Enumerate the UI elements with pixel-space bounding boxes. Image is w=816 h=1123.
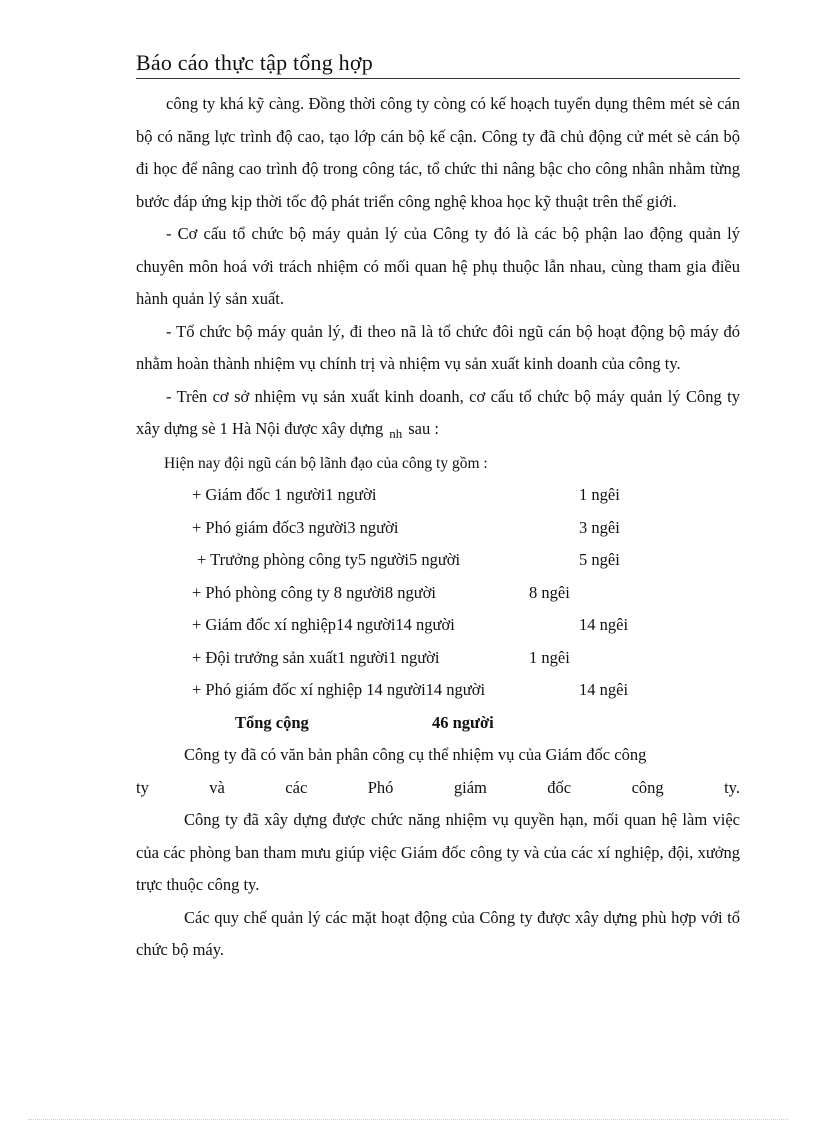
staff-list-heading-row	[136, 447, 740, 480]
page-bottom-divider	[28, 1119, 788, 1120]
staff-item-label: + Đội trưởng sản xuất1 người1 người	[192, 647, 440, 667]
staff-item-row	[136, 479, 740, 512]
paragraph-org-structure: - Cơ cấu tổ chức bộ máy quản lý của Công ty đó là các bộ phận lao động quản lý chuyên môn hoá với trách nhiệm có mối quan hệ phụ thuộc lẫn nhau, cùng tham gia điều hành quản lý sản xuất.	[136, 224, 740, 308]
staff-list-heading: Hiện nay đội ngũ cán bộ lãnh đạo của công ty gồm :	[164, 454, 488, 472]
staff-item-count: 1 ngêi	[579, 485, 620, 504]
structure-basis-fragment: nh	[389, 426, 403, 441]
header-title: Báo cáo thực tập tổng hợp	[136, 50, 373, 75]
structure-basis-end: sau :	[408, 419, 439, 438]
staff-item-count: 3 ngêi	[579, 517, 620, 537]
staff-item-count: 1 ngêi	[529, 647, 570, 667]
staff-item-row	[136, 544, 740, 577]
document-body	[136, 88, 740, 967]
staff-item-count: 8 ngêi	[529, 582, 570, 602]
paragraph-training: công ty khá kỹ càng. Đồng thời công ty còng có kế hoạch tuyển dụng thêm mét sè cán bộ có năng lực trình độ cao, tạo lớp cán bộ kế cận. Công ty đã chủ động cử mét sè cán bộ đi học để nâng cao trình độ trong công tác, tổ chức thi nâng bậc cho công nhân nhằm từng bước đáp ứng kịp thời tốc độ phát triển công nghệ khoa học kỹ thuật trên thế giới.	[136, 94, 740, 211]
staff-total-value: 46 người	[432, 712, 494, 732]
page-header	[136, 50, 740, 79]
structure-basis-text: - Trên cơ sở nhiệm vụ sản xuất kinh doanh, cơ cấu tổ chức bộ máy quản lý Công ty xây dựng sè 1 Hà Nội được xây dựng	[136, 386, 740, 438]
paragraph-task-assignment-line1: Công ty đã có văn bản phân công cụ thể nhiệm vụ của Giám đốc công	[184, 745, 647, 764]
staff-item-row	[136, 577, 740, 610]
staff-item-count: 14 ngêi	[579, 680, 629, 699]
staff-item-row	[136, 512, 740, 545]
staff-item-label: + Trưởng phòng công ty5 người5 người	[197, 550, 461, 569]
staff-item-label: + Phó giám đốc xí nghiệp 14 người14 người	[192, 680, 486, 699]
staff-item-row	[136, 609, 740, 642]
paragraph-task-assignment-line2: ty và các Phó giám đốc công ty.	[136, 777, 740, 797]
staff-item-label: + Giám đốc 1 người1 người	[192, 485, 377, 504]
staff-item-label: + Phó giám đốc3 người3 người	[192, 517, 399, 537]
staff-total-label: Tổng cộng	[235, 712, 309, 732]
staff-item-label: + Giám đốc xí nghiệp14 người14 người	[192, 615, 455, 634]
staff-item-label: + Phó phòng công ty 8 người8 người	[192, 582, 437, 602]
paragraph-functions: Công ty đã xây dựng được chức năng nhiệm vụ quyền hạn, mối quan hệ làm việc của các phòng ban tham mưu giúp việc Giám đốc công ty và của các xí nghiệp, đội, xưởng trực thuộc công ty.	[136, 810, 740, 894]
staff-item-count: 14 ngêi	[579, 615, 629, 634]
paragraph-structure-basis	[136, 381, 740, 447]
staff-item-count: 5 ngêi	[579, 550, 620, 569]
staff-item-row	[136, 674, 740, 707]
staff-item-row	[136, 642, 740, 675]
staff-total-row	[136, 707, 740, 740]
paragraph-management-apparatus: - Tổ chức bộ máy quản lý, đi theo nã là tổ chức đôi ngũ cán bộ hoạt động bộ máy đó nhằm hoàn thành nhiệm vụ chính trị và nhiệm vụ sản xuất kinh doanh của công ty.	[136, 321, 740, 373]
paragraph-regulations: Các quy chế quản lý các mặt hoạt động của Công ty được xây dựng phù hợp với tổ chức bộ máy.	[136, 907, 740, 959]
